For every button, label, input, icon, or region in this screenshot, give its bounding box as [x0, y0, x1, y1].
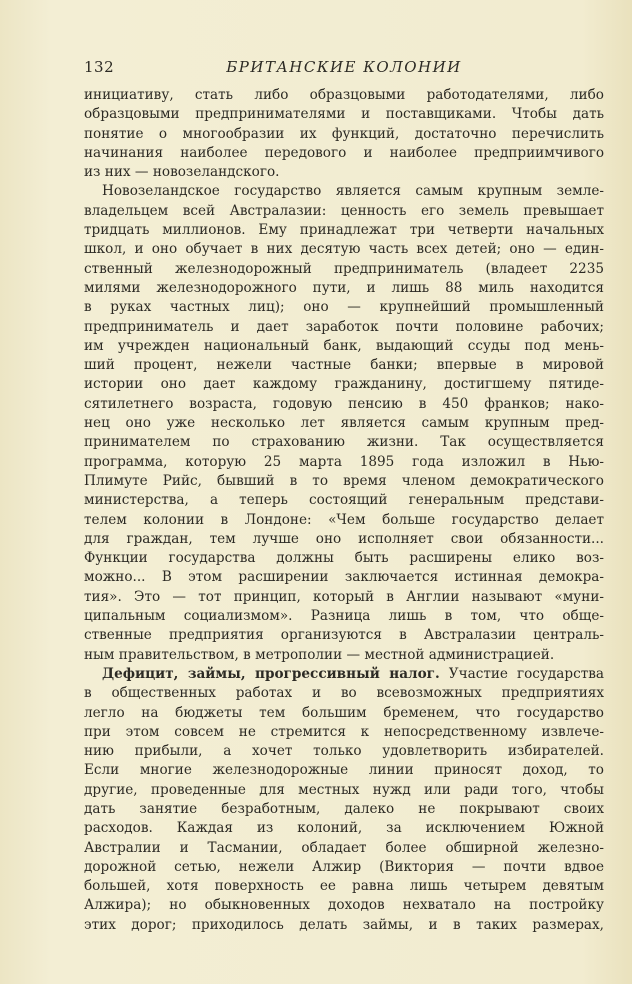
text-line: тридцать миллионов. Ему принадлежат три четверти начальных	[84, 222, 604, 239]
text-line: большей, хотя поверхность ее равна лишь четырем девятым	[84, 878, 604, 895]
text-line: Функции государства должны быть расширены елико воз-	[84, 550, 604, 567]
text-line: образцовыми предпринимателями и поставщиками. Чтобы дать	[84, 106, 604, 123]
text-line: дорожной сетью, нежели Алжир (Виктория — почти вдвое	[84, 858, 604, 875]
text-line: владельцем всей Австралазии: ценность его земель превышает	[84, 202, 604, 219]
running-title: БРИТАНСКИЕ КОЛОНИИ	[226, 58, 462, 76]
text-line: в общественных работах и во всевозможных предприятиях	[84, 685, 604, 702]
text-line: можно... В этом расширении заключается истинная демокра-	[84, 569, 604, 586]
section-heading-line	[84, 665, 604, 684]
text-line: дать занятие безработным, далеко не покрывают своих	[84, 800, 604, 817]
text-line: ным правительством, в метрополии — местной администрацией.	[84, 646, 555, 663]
text-line: тия». Это — тот принцип, который в Англии называют «муни-	[84, 588, 604, 605]
body-text	[84, 86, 604, 935]
text-line: им учрежден национальный банк, выдающий ссуды под мень-	[84, 337, 604, 354]
text-line: начинания наиболее передового и наиболее предприимчивого	[84, 144, 604, 161]
section-heading-continuation: Участие государства	[439, 665, 604, 682]
text-line: сятилетнего возраста, годовую пенсию в 450 франков; нако-	[84, 395, 604, 412]
text-line: предприниматель и дает заработок почти половине рабочих;	[84, 318, 604, 335]
text-line: школ, и оно обучает в них десятую часть всех детей; оно — един-	[84, 241, 604, 258]
text-line: ственные предприятия организуются в Австралазии централь-	[84, 627, 604, 644]
text-line: в руках частных лиц); оно — крупнейший промышленный	[84, 299, 604, 316]
page-header	[84, 58, 604, 80]
page-number: 132	[84, 58, 115, 76]
text-line: Плимуте Рийс, бывший в то время членом демократического	[84, 472, 604, 489]
text-line: Если многие железнодорожные линии приносят доход, то	[84, 762, 604, 779]
text-line: для граждан, тем лучше оно исполняет свои обязанности...	[84, 530, 604, 547]
text-line: понятие о многообразии их функций, достаточно перечислить	[84, 125, 604, 142]
text-line: принимателем по страхованию жизни. Так осуществляется	[84, 434, 604, 451]
text-line: расходов. Каждая из колоний, за исключением Южной	[84, 820, 604, 837]
text-line: ственный железнодорожный предприниматель (владеет 2235	[84, 260, 604, 277]
text-line: нию прибыли, а хочет только удовлетворить избирателей.	[84, 743, 604, 760]
text-line: милями железнодорожного пути, и лишь 88 миль находится	[84, 279, 604, 296]
text-line: Алжира); но обыкновенных доходов нехватало на постройку	[84, 897, 604, 914]
text-line: истории оно дает каждому гражданину, достигшему пятиде-	[84, 376, 604, 393]
text-line: другие, проведенные для местных нужд или ради того, чтобы	[84, 781, 604, 798]
text-line: инициативу, стать либо образцовыми работодателями, либо	[84, 87, 604, 103]
text-line: ший процент, нежели частные банки; впервые в мировой	[84, 357, 604, 374]
text-line: из них — новозеландского.	[84, 164, 280, 181]
text-line: легло на бюджеты тем большим бременем, что государство	[84, 704, 604, 721]
section-heading: Дефицит, займы, прогрессивный налог.	[102, 665, 440, 682]
text-line: министерства, а теперь состоящий генеральным представи-	[84, 492, 604, 509]
text-line: Австралии и Тасмании, обладает более обширной железно-	[84, 839, 604, 856]
text-line: телем колонии в Лондоне: «Чем больше государство делает	[84, 511, 604, 528]
text-line: нец оно уже несколько лет является самым крупным пред-	[84, 415, 604, 432]
text-line: при этом совсем не стремится к непосредственному извлече-	[84, 723, 604, 740]
text-line: программа, которую 25 марта 1895 года изложил в Нью-	[84, 453, 604, 470]
text-line: этих дорог; приходилось делать займы, и в таких размерах,	[84, 916, 604, 933]
text-line: Новозеландское государство является самым крупным земле-	[102, 183, 604, 200]
text-line: ципальным социализмом». Разница лишь в том, что обще-	[84, 608, 604, 625]
